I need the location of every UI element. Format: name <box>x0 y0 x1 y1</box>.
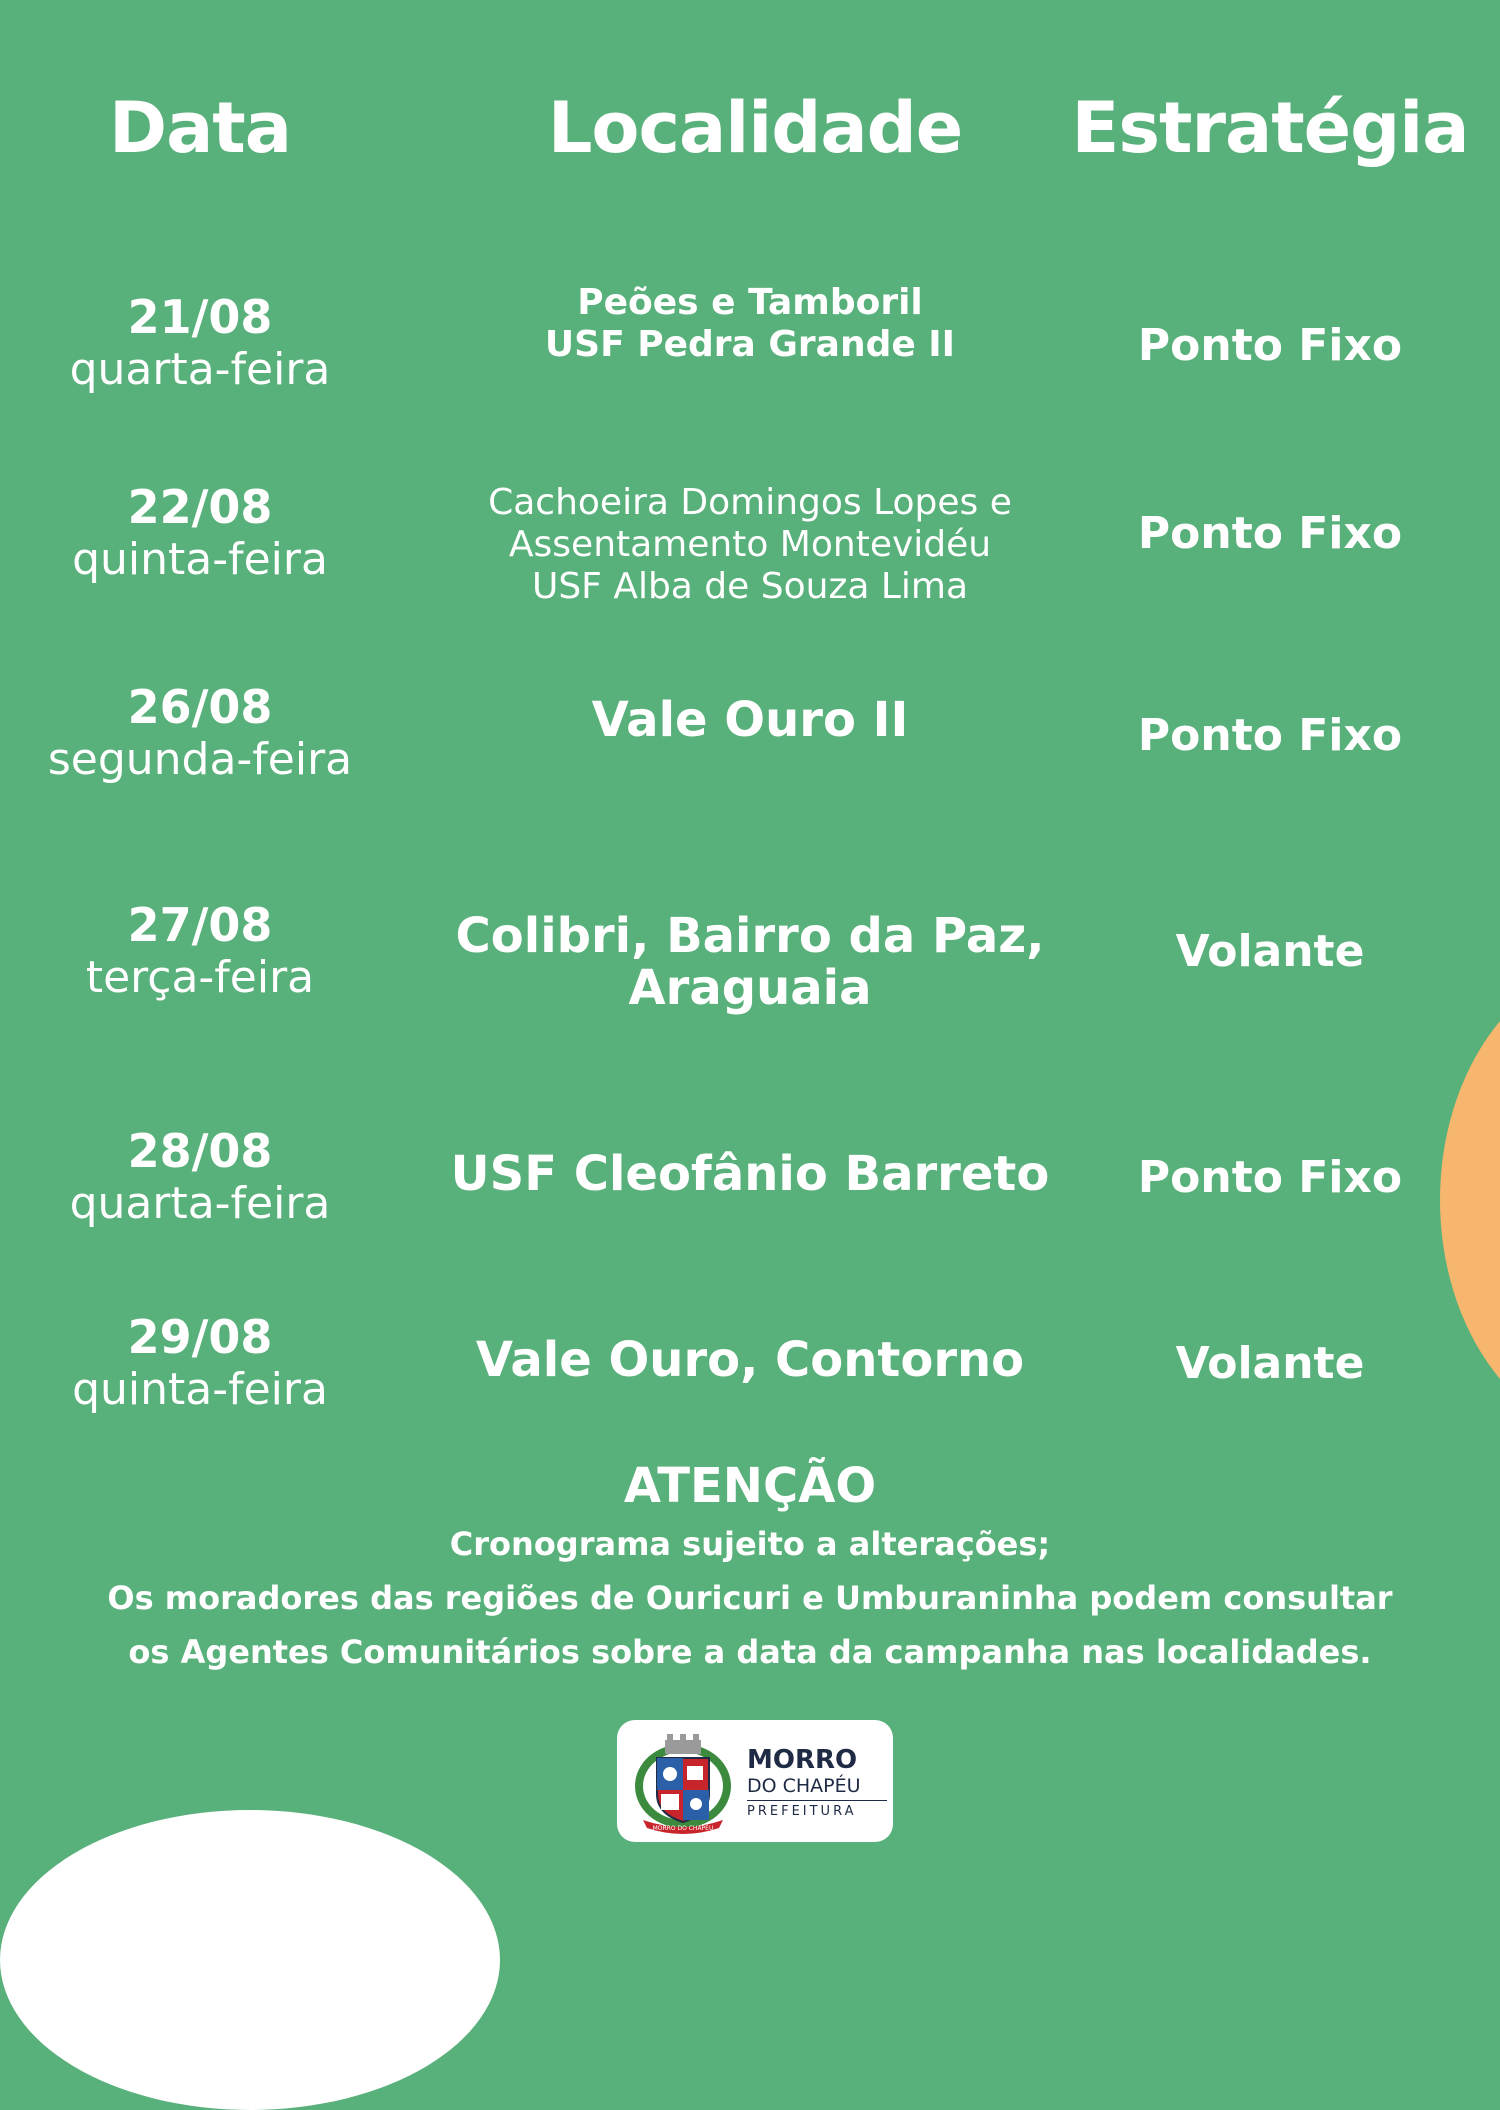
date-cell <box>20 480 380 586</box>
strategy-cell: Ponto Fixo <box>1137 508 1403 559</box>
date-cell <box>20 1310 380 1416</box>
location-cell <box>440 282 1060 366</box>
weekday: quarta-feira <box>69 344 331 395</box>
location-cell <box>440 694 1060 746</box>
location-line: Peões e Tamboril <box>577 282 923 323</box>
strategy-cell: Volante <box>1175 926 1365 977</box>
date-number: 28/08 <box>127 1124 273 1178</box>
location-cell <box>440 482 1060 608</box>
logo-line-2: DO CHAPÉU <box>747 1775 861 1797</box>
location-cell <box>440 1148 1060 1200</box>
date-number: 27/08 <box>127 898 273 952</box>
weekday: segunda-feira <box>47 734 353 785</box>
logo-line-1: MORRO <box>747 1745 858 1775</box>
weekday: quarta-feira <box>69 1178 331 1229</box>
attention-title: ATENÇÃO <box>623 1458 877 1514</box>
date-cell <box>20 898 380 1004</box>
location-cell <box>440 1334 1060 1386</box>
date-number: 26/08 <box>127 680 273 734</box>
prefeitura-logo <box>617 1720 893 1842</box>
date-number: 21/08 <box>127 290 273 344</box>
weekday: quinta-feira <box>72 1364 328 1415</box>
location-line: Vale Ouro, Contorno <box>475 1332 1025 1388</box>
svg-text:MORRO DO CHAPÉU: MORRO DO CHAPÉU <box>652 1825 714 1832</box>
location-line: Cachoeira Domingos Lopes e <box>488 482 1012 523</box>
location-line: Vale Ouro II <box>591 692 909 748</box>
location-line: USF Cleofânio Barreto <box>450 1146 1050 1202</box>
decorative-white-shape <box>0 1810 500 2110</box>
date-cell <box>20 1124 380 1230</box>
attention-note-1: Cronograma sujeito a alterações; <box>449 1525 1051 1563</box>
logo-line-3: PREFEITURA <box>747 1800 887 1823</box>
location-line: Colibri, Bairro da Paz, <box>455 908 1045 964</box>
logo-wordmark <box>747 1746 887 1823</box>
attention-note-2: Os moradores das regiões de Ouricuri e Umburaninha podem consultar <box>107 1579 1393 1617</box>
weekday: quinta-feira <box>72 534 328 585</box>
strategy-cell: Ponto Fixo <box>1137 320 1403 371</box>
location-cell <box>440 910 1060 1014</box>
attention-note-3: os Agentes Comunitários sobre a data da campanha nas localidades. <box>128 1633 1372 1671</box>
header-localidade: Localidade <box>547 87 963 169</box>
strategy-cell: Volante <box>1175 1338 1365 1389</box>
strategy-cell: Ponto Fixo <box>1137 710 1403 761</box>
date-number: 22/08 <box>127 480 273 534</box>
location-line: USF Pedra Grande II <box>544 324 956 365</box>
location-line: Araguaia <box>628 960 872 1016</box>
city-seal-icon <box>629 1728 737 1836</box>
location-line: USF Alba de Souza Lima <box>531 566 969 607</box>
date-cell <box>20 290 380 396</box>
strategy-cell: Ponto Fixo <box>1137 1152 1403 1203</box>
date-number: 29/08 <box>127 1310 273 1364</box>
date-cell <box>20 680 380 786</box>
header-data: Data <box>108 87 292 169</box>
location-line: Assentamento Montevidéu <box>508 524 992 565</box>
header-estrategia: Estratégia <box>1071 87 1469 169</box>
weekday: terça-feira <box>85 952 315 1003</box>
